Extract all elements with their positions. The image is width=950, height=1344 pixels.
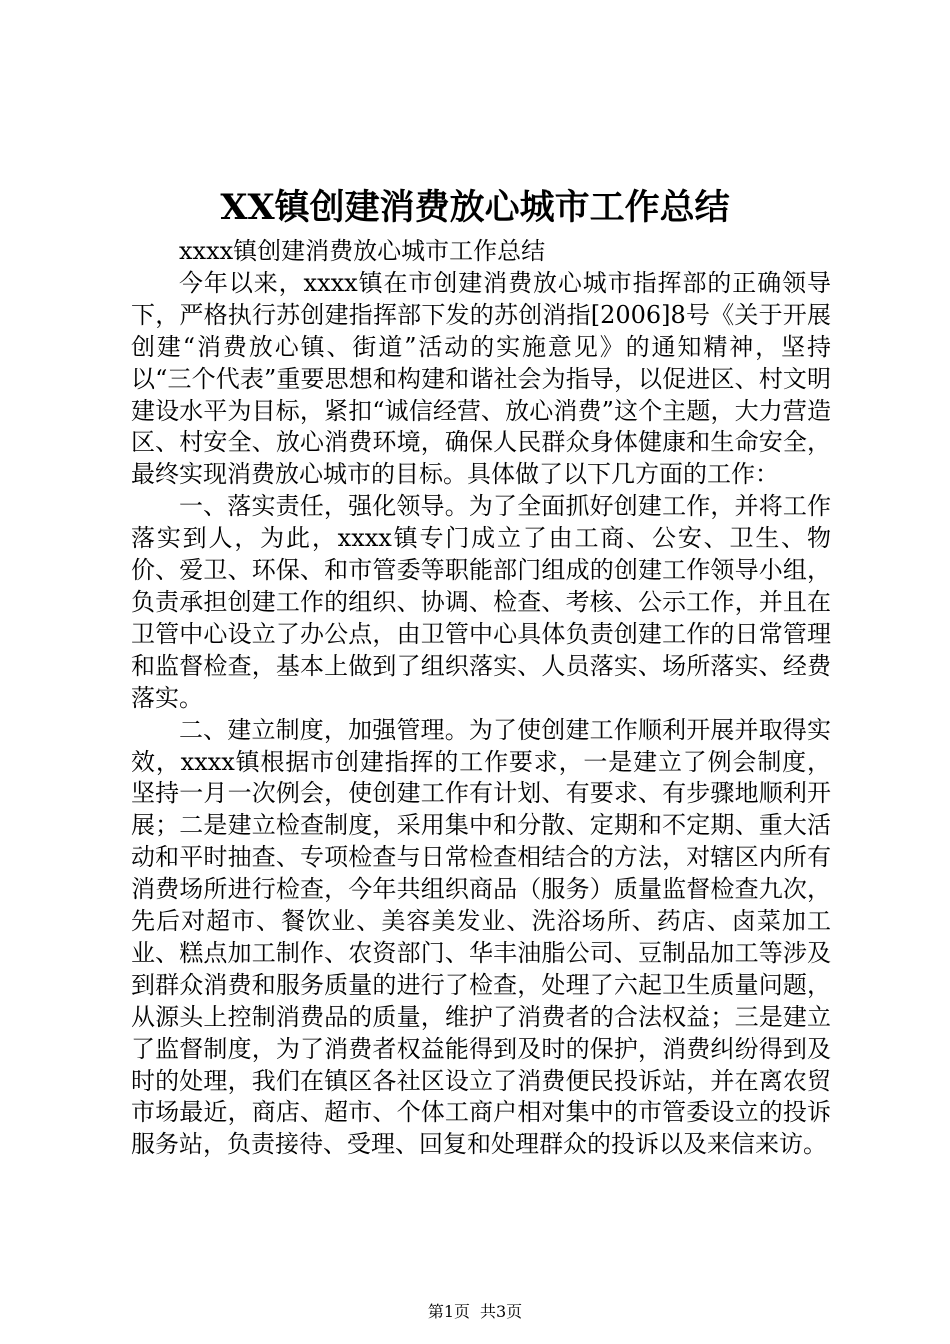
document-body (131, 236, 831, 1161)
paragraph-section-one: 一、落实责任，强化领导。为了全面抓好创建工作，并将工作落实到人，为此，xxxx镇专门成立了由工商、公安、卫生、物价、爱卫、环保、和市管委等职能部门组成的创建工作领导小组，负责承担创建工作的组织、协调、检查、考核、公示工作，并且在卫管中心设立了办公点，由卫管中心具体负责创建工作的日常管理和监督检查，基本上做到了组织落实、人员落实、场所落实、经费落实。 (131, 492, 831, 712)
paragraph-intro: 今年以来，xxxx镇在市创建消费放心城市指挥部的正确领导下，严格执行苏创建指挥部下发的苏创消指[2006]8号《关于开展创建“消费放心镇、街道”活动的实施意见》的通知精神，坚持以“三个代表”重要思想和构建和谐社会为指导，以促进区、村文明建设水平为目标，紧扣“诚信经营、放心消费”这个主题，大力营造区、村安全、放心消费环境，确保人民群众身体健康和生命安全，最终实现消费放心城市的目标。具体做了以下几方面的工作： (131, 268, 831, 489)
paragraph-section-two: 二、建立制度，加强管理。为了使创建工作顺利开展并取得实效，xxxx镇根据市创建指挥的工作要求，一是建立了例会制度，坚持一月一次例会，使创建工作有计划、有要求、有步骤地顺利开展；二是建立检查制度，采用集中和分散、定期和不定期、重大活动和平时抽查、专项检查与日常检查相结合的方法，对辖区内所有消费场所进行检查，今年共组织商品（服务）质量监督检查九次，先后对超市、餐饮业、美容美发业、洗浴场所、药店、卤菜加工业、糕点加工制作、农资部门、华丰油脂公司、豆制品加工等涉及到群众消费和服务质量的进行了检查，处理了六起卫生质量问题，从源头上控制消费品的质量，维护了消费者的合法权益；三是建立了监督制度，为了消费者权益能得到及时的保护，消费纠纷得到及时的处理，我们在镇区各社区设立了消费便民投诉站，并在离农贸市场最近，商店、超市、个体工商户相对集中的市管委设立的投诉服务站，负责接待、受理、回复和处理群众的投诉以及来信来访。 (131, 715, 831, 1159)
page-total: 共3页 (480, 1302, 523, 1321)
document-title: XX镇创建消费放心城市工作总结 (220, 187, 730, 228)
page-footer (0, 1302, 950, 1322)
page-number: 第1页 (427, 1302, 470, 1321)
paragraph-subtitle: xxxx镇创建消费放心城市工作总结 (179, 237, 546, 265)
